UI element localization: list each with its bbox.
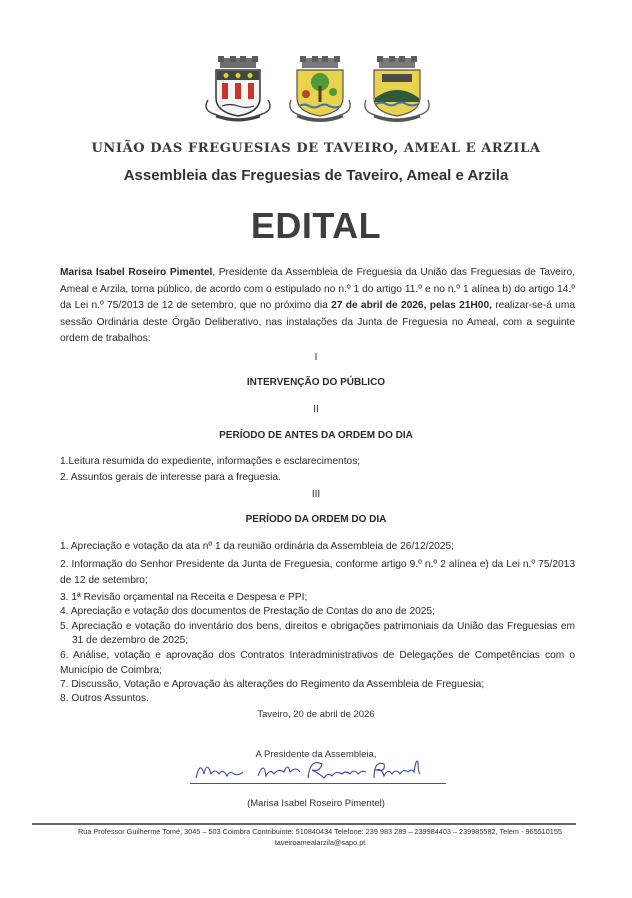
place-date: Taveiro, 20 de abril de 2026 (257, 709, 375, 720)
list-item: 3. 1ª Revisão orçamental na Receita e Despesa e PPI; (60, 592, 308, 604)
intro-paragraph (60, 265, 575, 348)
handwritten-signature (188, 756, 444, 784)
signature-line (190, 783, 446, 784)
union-title: UNIÃO DAS FREGUESIAS DE TAVEIRO, AMEAL E ARZILA (91, 141, 541, 156)
section-numeral-2: II (313, 404, 319, 415)
section-2-list (60, 455, 575, 485)
section-numeral-1: I (314, 352, 318, 363)
section-title-3: PERÍODO DA ORDEM DO DIA (245, 514, 387, 525)
section-title-2: PERÍODO DE ANTES DA ORDEM DO DIA (219, 430, 413, 441)
taveiro-crest-icon (200, 56, 276, 130)
signer-name: (Marisa Isabel Roseiro Pimentel) (247, 798, 385, 809)
assembly-title: Assembleia das Freguesias de Taveiro, Ameal e Arzila (123, 167, 509, 184)
list-item: 2. Assuntos gerais de interesse para a freguesia. (60, 472, 281, 484)
intro-text-1: , Presidente da Assembleia de Freguesia da União das Freguesias de Taveiro, Ameal e Arzila, torna público, de acordo com o estipulado no n.º 1 do artigo 11.º e no n.º 1 alínea b) do artigo 14.º da Lei n.º 75/2013 de 12 de setembro, que no próximo dia (60, 267, 575, 311)
footer-divider (32, 823, 576, 825)
president-name: Marisa Isabel Roseiro Pimentel (60, 267, 213, 278)
list-item: 2. Informação do Senhor Presidente da Junta de Freguesia, conforme artigo 9.º n.º 2 alínea e) da Lei n.º 75/2013 de 12 de setembro; (60, 559, 575, 587)
intro-text-2: realizar-se-á uma sessão Ordinária deste Órgão Deliberativo, nas instalações da Junta de Freguesia no Ameal, com a seguinte ordem de trabalhos: (60, 300, 575, 344)
signer-role: A Presidente da Assembleia, (255, 749, 377, 760)
section-numeral-3: III (311, 489, 321, 500)
list-item: 8. Outros Assuntos. (60, 693, 149, 705)
document-title: EDITAL (250, 205, 382, 246)
list-item: 7. Discussão, Votação e Aprovação às alterações do Regimento da Assembleia de Freguesia; (60, 679, 485, 691)
session-date-time: 27 de abril de 2026, pelas 21H00, (331, 300, 492, 311)
list-item: 6. Análise, votação e aprovação dos Contratos Interadministrativos de Delegações de Competências com o Município de Coimbra; (60, 650, 575, 677)
ameal-crest-icon (287, 56, 353, 130)
list-item: 1. Apreciação e votação da ata nº 1 da reunião ordinária da Assembleia de 26/12/2025; (60, 541, 454, 552)
section-title-1: INTERVENÇÃO DO PÚBLICO (246, 377, 386, 388)
list-item: 5. Apreciação e votação do inventário dos bens, direitos e obrigações patrimoniais da União das Freguesias em 31 de dezembro de 2025; (60, 620, 575, 646)
crests-row (0, 56, 632, 130)
list-item: 1.Leitura resumida do expediente, informações e esclarecimentos; (60, 456, 361, 467)
footer-address: Rua Professor Guilherme Tomé, 3045 – 503 Coimbra Contribuinte: 510840434 Telefone: 239 983 289 – 239984403 – 239985582, Telem - 965510155 (78, 827, 562, 836)
arzila-crest-icon (360, 56, 434, 130)
section-3-list (60, 540, 575, 706)
footer-email: taveiroamealarzila@sapo.pt (274, 838, 366, 847)
list-item: 4. Apreciação e votação dos documentos de Prestação de Contas do ano de 2025; (60, 606, 435, 618)
